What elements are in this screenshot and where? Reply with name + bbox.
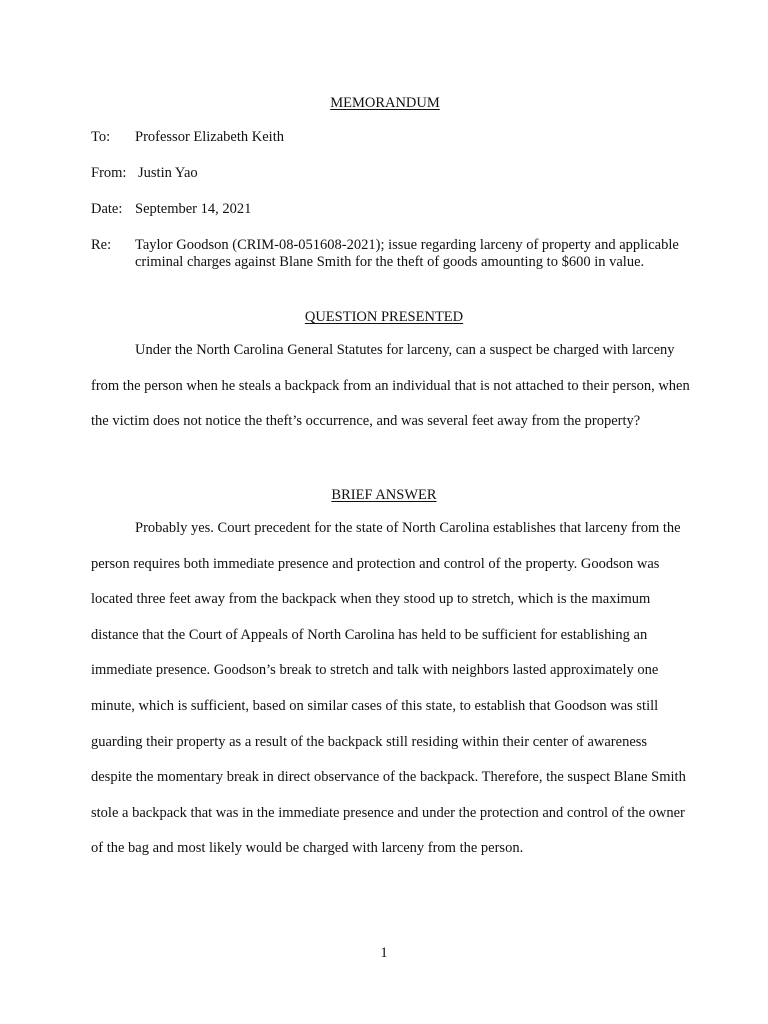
brief-answer-text: Probably yes. Court precedent for the state of North Carolina establishes that larceny from the person requires both immediate presence and protection and control of the property. Goodson was located three feet away from the backpack when they stood up to stretch, which is the maximum distance that the Court of Appeals of North Carolina has held to be sufficient for establishing an immediate presence. Goodson’s break to stretch and talk with neighbors lasted approximately one minute, which is sufficient, based on similar cases of this state, to establish that Goodson was still guarding their property as a result of the backpack still residing within their center of awareness despite the momentary break in direct observance of the backpack. Therefore, the suspect Blane Smith stole a backpack that was in the immediate presence and under the protection and control of the owner of the bag and most likely would be charged with larceny from the person. <box>91 520 686 857</box>
to-value: Professor Elizabeth Keith <box>135 129 284 145</box>
brief-answer-heading-text: BRIEF ANSWER <box>331 487 437 503</box>
question-presented-heading-text: QUESTION PRESENTED <box>304 309 464 325</box>
brief-answer-heading <box>0 485 768 505</box>
page-number: 1 <box>380 945 388 961</box>
re-value: Taylor Goodson (CRIM-08-051608-2021); issue regarding larceny of property and applicable criminal charges against Blane Smith for the theft of goods amounting to $600 in value. <box>135 237 679 270</box>
memo-title <box>0 93 768 113</box>
memo-title-text: MEMORANDUM <box>330 95 440 111</box>
date-value: September 14, 2021 <box>135 201 252 217</box>
re-label: Re: <box>91 237 112 253</box>
question-presented-text: Under the North Carolina General Statutes for larceny, can a suspect be charged with larceny from the person when he steals a backpack from an individual that is not attached to their person, when the victim does not notice the theft’s occurrence, and was several feet away from the property? <box>91 342 690 430</box>
question-presented-heading <box>0 307 768 327</box>
from-label: From: <box>91 165 127 181</box>
from-value: Justin Yao <box>138 165 198 181</box>
to-label: To: <box>91 129 111 145</box>
date-label: Date: <box>91 201 123 217</box>
